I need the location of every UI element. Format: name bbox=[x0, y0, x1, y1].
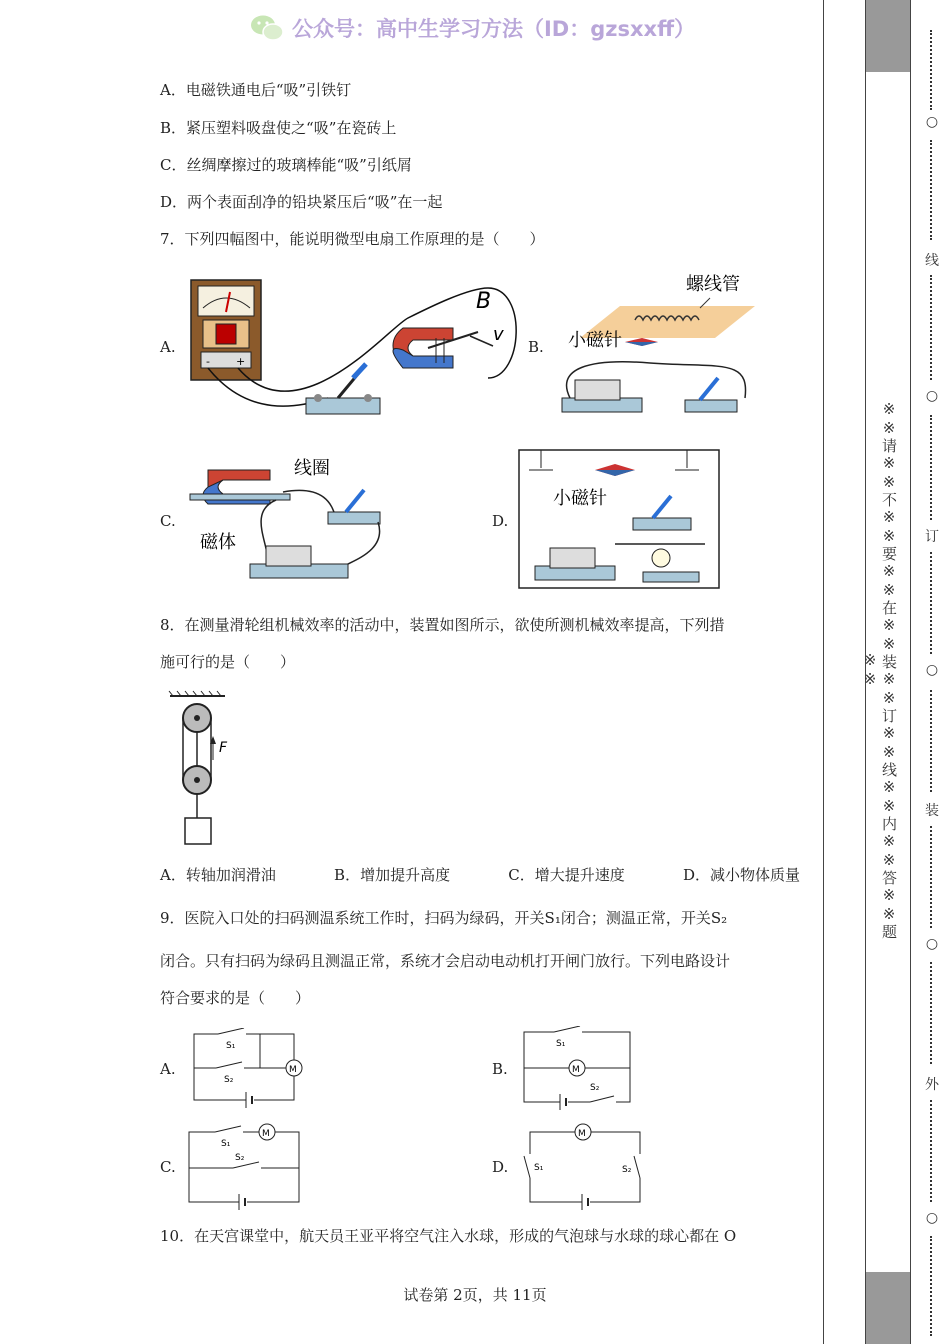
q9-label-c: C. bbox=[160, 1158, 176, 1176]
q7a-B-label: B bbox=[476, 289, 492, 314]
q9-circuit-a bbox=[190, 1028, 310, 1108]
q9b-s2: S₂ bbox=[590, 1083, 600, 1093]
binding-dots bbox=[930, 30, 934, 110]
binding-dots bbox=[930, 1236, 934, 1336]
q9c-motor: M bbox=[262, 1129, 270, 1139]
binding-circle-4: ○ bbox=[925, 936, 939, 952]
q9-circuit-b bbox=[520, 1026, 640, 1111]
q9d-motor: M bbox=[578, 1129, 586, 1139]
binding-mark-xian: 线 bbox=[925, 253, 939, 269]
binding-mark-zhuang: 装 bbox=[925, 803, 939, 819]
svg-text:-: - bbox=[206, 355, 210, 368]
binding-mark-ding: 订 bbox=[925, 529, 939, 545]
binding-dots bbox=[930, 962, 934, 1064]
q8-force-label: F bbox=[219, 740, 228, 756]
binding-dots bbox=[930, 826, 934, 928]
q8-options bbox=[160, 864, 800, 885]
q8-option-c: C．增大提升速度 bbox=[508, 866, 625, 884]
binding-circle-2: ○ bbox=[925, 388, 939, 404]
binding-notice: ※※请※※不※※要※※在※※装※※订※※线※※内※※答※※题※※ bbox=[861, 400, 898, 940]
q9-stem-line3: 符合要求的是（ ） bbox=[160, 989, 311, 1007]
q9d-s2: S₂ bbox=[622, 1165, 632, 1175]
binding-circle-3: ○ bbox=[925, 662, 939, 678]
q7c-coil-label: 线圈 bbox=[294, 458, 330, 479]
header-text: 公众号：高中生学习方法（ID：gzsxxff） bbox=[292, 17, 696, 41]
q6-option-c: C．丝绸摩擦过的玻璃棒能“吸”引纸屑 bbox=[160, 156, 412, 174]
q7-label-c: C. bbox=[160, 512, 176, 530]
binding-gray-bottom bbox=[866, 1272, 910, 1344]
q9-stem-line2: 闭合。只有扫码为绿码且测温正常，系统才会启动电动机打开闸门放行。下列电路设计 bbox=[160, 952, 731, 970]
q7-figure-b bbox=[550, 268, 760, 423]
binding-dots bbox=[930, 1100, 934, 1202]
q7b-needle-label: 小磁针 bbox=[568, 330, 622, 351]
binding-mark-wai: 外 bbox=[925, 1077, 939, 1093]
q9-label-b: B. bbox=[492, 1060, 508, 1078]
q6-option-d: D．两个表面刮净的铅块紧压后“吸”在一起 bbox=[160, 193, 443, 211]
q10-stem: 10．在天宫课堂中，航天员王亚平将空气注入水球，形成的气泡球与水球的球心都在 O bbox=[160, 1227, 737, 1245]
q9c-s2: S₂ bbox=[235, 1153, 245, 1163]
q6-option-a: A．电磁铁通电后“吸”引铁钉 bbox=[160, 81, 352, 99]
header-watermark bbox=[250, 12, 695, 44]
q9-stem-line1: 9．医院入口处的扫码测温系统工作时，扫码为绿码，开关S₁闭合；测温正常，开关S₂ bbox=[160, 909, 728, 927]
q9a-s1: S₁ bbox=[226, 1041, 236, 1051]
binding-dots bbox=[930, 140, 934, 240]
q7-figure-c bbox=[188, 452, 388, 587]
q7a-v-label: v bbox=[493, 324, 504, 345]
q8-stem-line1: 8．在测量滑轮组机械效率的活动中，装置如图所示，欲使所测机械效率提高，下列措 bbox=[160, 616, 725, 634]
binding-dots bbox=[930, 690, 934, 792]
q8-pulley-figure bbox=[165, 690, 245, 850]
binding-circle-1: ○ bbox=[925, 114, 939, 130]
q9a-s2: S₂ bbox=[224, 1075, 234, 1085]
q9a-motor: M bbox=[289, 1065, 297, 1075]
q9b-motor: M bbox=[572, 1065, 580, 1075]
q9b-s1: S₁ bbox=[556, 1039, 566, 1049]
q7d-needle-label: 小磁针 bbox=[553, 488, 607, 509]
q7-label-a: A. bbox=[160, 338, 176, 356]
q7-label-b: B. bbox=[528, 338, 544, 356]
wechat-icon bbox=[250, 14, 284, 42]
q9-label-d: D. bbox=[492, 1158, 509, 1176]
binding-line-left bbox=[823, 0, 824, 1344]
q7b-solenoid-label: 螺线管 bbox=[686, 274, 740, 295]
q8-option-a: A．转轴加润滑油 bbox=[160, 866, 276, 884]
q7c-magnet-label: 磁体 bbox=[200, 532, 236, 553]
q9-label-a: A. bbox=[160, 1060, 176, 1078]
svg-text:+: + bbox=[236, 355, 246, 368]
binding-dots bbox=[930, 415, 934, 520]
q7-stem: 7．下列四幅图中，能说明微型电扇工作原理的是（ ） bbox=[160, 230, 545, 248]
q7-figure-a bbox=[188, 268, 528, 428]
binding-dots bbox=[930, 552, 934, 654]
q9-circuit-c bbox=[185, 1120, 305, 1210]
page-footer: 试卷第 2页，共 11页 bbox=[403, 1286, 547, 1304]
q8-option-b: B．增加提升高度 bbox=[334, 866, 451, 884]
q7-figure-d bbox=[515, 446, 725, 596]
binding-gray-top bbox=[866, 0, 910, 72]
q9d-s1: S₁ bbox=[534, 1163, 544, 1173]
q6-option-b: B．紧压塑料吸盘使之“吸”在瓷砖上 bbox=[160, 119, 397, 137]
binding-line-right bbox=[910, 0, 911, 1344]
q7-label-d: D. bbox=[492, 512, 509, 530]
q8-stem-line2: 施可行的是（ ） bbox=[160, 653, 296, 671]
q9c-s1: S₁ bbox=[221, 1139, 231, 1149]
q8-option-d: D．减小物体质量 bbox=[682, 866, 800, 884]
q9-circuit-d bbox=[520, 1120, 650, 1210]
binding-circle-5: ○ bbox=[925, 1210, 939, 1226]
binding-dots bbox=[930, 275, 934, 380]
